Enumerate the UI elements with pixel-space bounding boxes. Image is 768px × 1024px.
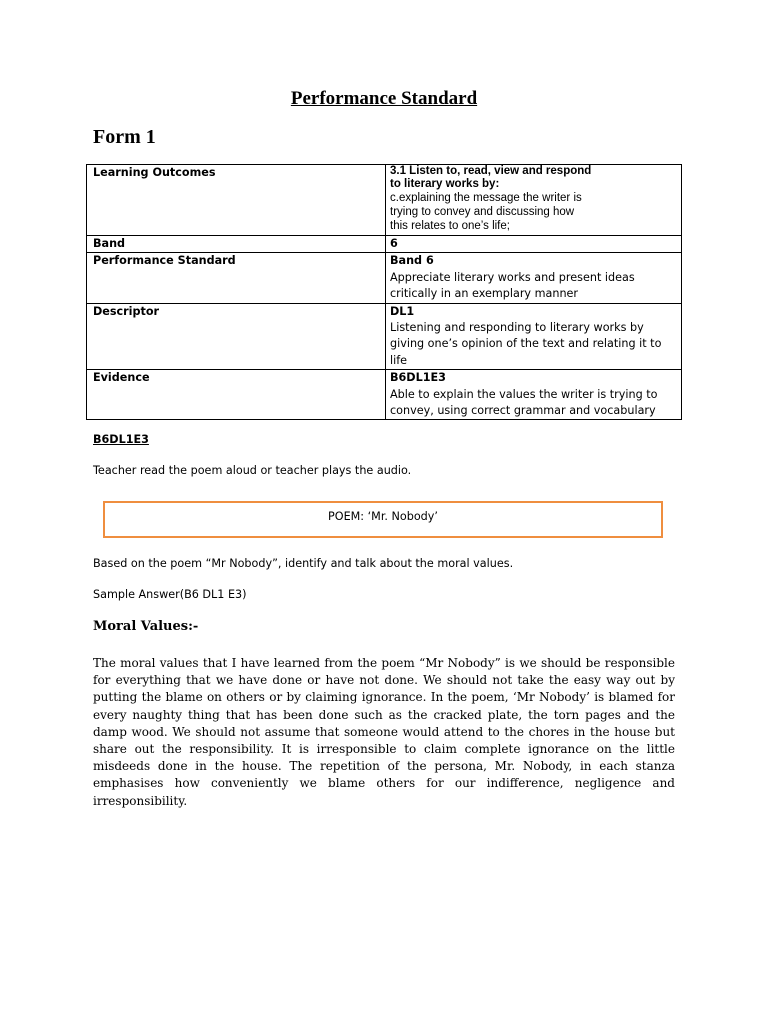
table-row xyxy=(87,303,682,370)
learning-outcome-body-line: this relates to one’s life; xyxy=(390,220,510,232)
learning-outcome-heading-line: to literary works by: xyxy=(390,178,500,190)
descriptor-value xyxy=(386,303,682,370)
poem-title-box xyxy=(103,501,663,538)
performance-standard-label: Performance Standard xyxy=(87,253,386,303)
moral-values-heading: Moral Values:- xyxy=(93,619,199,634)
learning-outcome-body-line: trying to convey and discussing how xyxy=(390,206,575,218)
evidence-label: Evidence xyxy=(87,370,386,420)
descriptor-label: Descriptor xyxy=(87,303,386,370)
performance-standard-text: Appreciate literary works and present ideas critically in an exemplary manner xyxy=(390,270,635,301)
table-row xyxy=(87,165,682,236)
table-row xyxy=(87,370,682,420)
table-row xyxy=(87,253,682,303)
form-heading: Form 1 xyxy=(93,126,156,148)
evidence-text: Able to explain the values the writer is trying to convey, using correct grammar and vocabulary xyxy=(390,387,658,418)
moral-values-paragraph: The moral values that I have learned from the poem “Mr Nobody” is we should be responsible for everything that we have done or have not done. We should not take the easy way out by putting the blame on others or by claiming ignorance. In the poem, ‘Mr Nobody’ is blamed for every naughty thing that has been done such as the cracked plate, the torn pages and the damp wood. We should not assume that someone would attend to the chores in the house but share out the responsibility. It is irresponsible to claim complete ignorance on the little misdeeds done in the house. The repetition of the persona, Mr. Nobody, in each stanza emphasises how conveniently we blame others for our indifference, negligence and irresponsibility. xyxy=(93,656,675,808)
evidence-code-heading: B6DL1E3 xyxy=(93,433,149,446)
performance-standard-band: Band 6 xyxy=(390,254,434,268)
task-text: Based on the poem “Mr Nobody”, identify and talk about the moral values. xyxy=(93,557,514,570)
evidence-value xyxy=(386,370,682,420)
band-value: 6 xyxy=(386,236,682,253)
performance-standard-table xyxy=(86,164,682,420)
instruction-text: Teacher read the poem aloud or teacher plays the audio. xyxy=(93,464,412,477)
table-row xyxy=(87,236,682,253)
learning-outcomes-label: Learning Outcomes xyxy=(87,165,386,236)
sample-answer-label: Sample Answer(B6 DL1 E3) xyxy=(93,588,247,601)
evidence-code: B6DL1E3 xyxy=(390,371,446,385)
poem-title: POEM: ‘Mr. Nobody’ xyxy=(328,510,438,523)
learning-outcomes-value xyxy=(386,165,682,236)
performance-standard-value xyxy=(386,253,682,303)
band-label: Band xyxy=(87,236,386,253)
learning-outcome-body-line: c.explaining the message the writer is xyxy=(390,192,582,204)
descriptor-text: Listening and responding to literary works by giving one’s opinion of the text and relating it to life xyxy=(390,321,662,367)
learning-outcome-heading-line: 3.1 Listen to, read, view and respond xyxy=(390,165,592,177)
descriptor-code: DL1 xyxy=(390,304,415,318)
page-title: Performance Standard xyxy=(290,88,478,109)
